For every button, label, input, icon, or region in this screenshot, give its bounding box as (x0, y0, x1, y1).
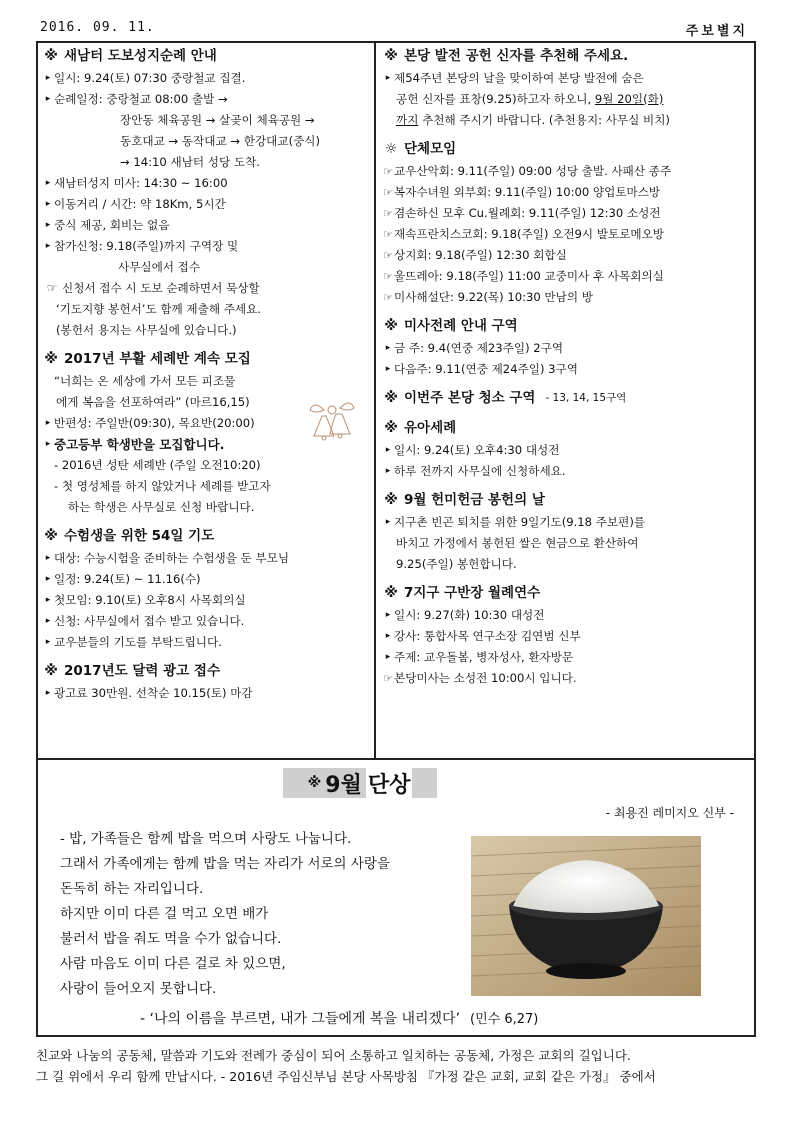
section-title: 유아세례 (404, 420, 457, 436)
section-title: 미사전례 안내 구역 (404, 318, 518, 334)
bullet-icon: ▸ (45, 439, 51, 449)
reflection-line: 그래서 가족에게는 함께 밥을 먹는 자리가 서로의 사랑을 (60, 856, 390, 872)
bullet-icon: ▸ (45, 418, 51, 428)
bullet-icon: ▸ (45, 616, 51, 626)
bullet-icon: ▸ (45, 241, 51, 251)
rice-bowl-image (471, 836, 701, 996)
info-line: 본당미사는 소성전 10:00시 입니다. (394, 671, 577, 685)
cleaning-zones: - 13, 14, 15구역 (545, 392, 627, 404)
reflection-line: 불러서 밥을 줘도 먹을 수가 없습니다. (60, 931, 282, 947)
section-title: 단체모임 (404, 141, 457, 157)
meeting-line: 미사해설단: 9.22(목) 10:30 만남의 방 (394, 290, 593, 304)
info-line: 순례일정: 중랑철교 08:00 출발 → (54, 92, 228, 106)
reference-mark-icon: ※ (44, 351, 58, 367)
section-liturgy-zone (382, 314, 754, 380)
bullet-icon: ▸ (385, 445, 391, 455)
motto-line: 그 길 위에서 우리 함께 만납시다. - 2016년 주임신부님 본당 사목방침 『가정 같은 교회, 교회 같은 가정』 중에서 (36, 1069, 656, 1084)
right-column (382, 44, 754, 689)
reference-mark-icon: ※ (44, 48, 58, 64)
bullet-icon: ▸ (385, 631, 391, 641)
pointing-hand-icon: ☞ (383, 207, 393, 220)
section-pilgrimage (42, 44, 372, 341)
info-line: → 14:10 새남터 성당 도착. (120, 155, 260, 169)
section-contributor (382, 44, 754, 131)
reflection-title-word: 단상 (366, 768, 413, 799)
bullet-icon: ▸ (45, 595, 51, 605)
section-infant-baptism (382, 416, 754, 482)
reference-mark-icon: ※ (384, 420, 398, 436)
reflection-heading (283, 768, 437, 798)
bullet-icon: ▸ (385, 610, 391, 620)
bullet-icon: ▸ (385, 343, 391, 353)
deadline-text: 까지 (396, 113, 419, 127)
section-title: 7지구 구반장 월례연수 (404, 585, 541, 601)
reflection-title-month: 9월 (325, 772, 362, 798)
pointing-hand-icon: ☞ (383, 270, 393, 283)
section-title: 새남터 도보성지순례 안내 (64, 48, 217, 64)
info-line: 하는 학생은 사무실로 신청 바랍니다. (68, 500, 255, 514)
bullet-icon: ▸ (45, 637, 51, 647)
sun-icon: ☼ (384, 141, 398, 157)
section-title: 수험생을 위한 54일 기도 (64, 528, 215, 544)
section-rice-offering (382, 488, 754, 575)
info-line: 추천해 주시기 바랍니다. (추천용지: 사무실 비치) (422, 113, 670, 127)
info-line: 중고등부 학생반을 모집합니다. (54, 437, 225, 452)
info-line: 신청서 접수 시 도보 순례하면서 묵상할 (62, 281, 260, 295)
quote-line: 에게 복음을 선포하여라” (마르16,15) (56, 395, 250, 409)
info-line: 일시: 9.24(토) 07:30 중랑철교 집결. (54, 71, 246, 85)
reference-mark-icon: ※ (44, 528, 58, 544)
footer-motto (36, 1045, 758, 1087)
section-title: 2017년도 달력 광고 접수 (64, 663, 221, 679)
info-line: 일시: 9.27(화) 10:30 대성전 (394, 608, 545, 622)
bulletin-date: 2016. 09. 11. (40, 20, 155, 35)
info-line: 장안동 체육공원 → 살곶이 체육공원 → (120, 113, 315, 127)
reference-mark-icon: ※ (384, 492, 398, 508)
bullet-icon: ▸ (45, 199, 51, 209)
info-line: 새남터성지 미사: 14:30 ~ 16:00 (54, 176, 228, 190)
bullet-icon: ▸ (45, 220, 51, 230)
reference-mark-icon: ※ (44, 663, 58, 679)
section-calendar-ad (42, 659, 372, 704)
reference-mark-icon: ※ (384, 318, 398, 334)
bullet-icon: ▸ (45, 73, 51, 83)
info-line: 바치고 가정에서 봉헌된 쌀은 현금으로 환산하여 (396, 536, 639, 550)
reflection-line: 사람 마음도 이미 다른 걸로 차 있으면, (60, 956, 286, 972)
info-line: 교우분들의 기도를 부탁드립니다. (54, 635, 222, 649)
info-line: 다음주: 9.11(연중 제24주일) 3구역 (394, 362, 578, 376)
info-line: 강사: 통합사목 연구소장 김연범 신부 (394, 629, 581, 643)
bullet-icon: ▸ (45, 94, 51, 104)
info-line: 반편성: 주일반(09:30), 목요반(20:00) (54, 416, 255, 430)
pointing-hand-icon: ☞ (46, 281, 58, 295)
section-divider (36, 758, 756, 760)
bullet-icon: ▸ (45, 688, 51, 698)
bullet-icon: ▸ (385, 517, 391, 527)
info-line: - 2016년 성탄 세례반 (주일 오전10:20) (54, 458, 261, 472)
pointing-hand-icon: ☞ (383, 249, 393, 262)
reference-mark-icon: ※ (384, 585, 398, 601)
pointing-hand-icon: ☞ (383, 165, 393, 178)
info-line: 대상: 수능시험을 준비하는 수험생을 둔 부모님 (54, 551, 290, 565)
info-line: 9.25(주일) 봉헌합니다. (396, 557, 517, 571)
info-line: ‘기도지향 봉헌서’도 함께 제출해 주세요. (56, 302, 261, 316)
section-title: 본당 발전 공헌 신자를 추천해 주세요. (404, 48, 629, 64)
info-line: (봉헌서 용지는 사무실에 있습니다.) (56, 323, 237, 337)
quote-line: “너희는 온 세상에 가서 모든 피조물 (54, 374, 236, 388)
section-leader-training (382, 581, 754, 689)
section-groups (382, 137, 754, 308)
info-line: 하루 전까지 사무실에 신청하세요. (394, 464, 566, 478)
info-line: 일시: 9.24(토) 오후4:30 대성전 (394, 443, 560, 457)
info-line: 사무실에서 접수 (118, 260, 201, 274)
meeting-line: 울뜨레아: 9.18(주일) 11:00 교중미사 후 사목회의실 (394, 269, 664, 283)
verse-reference: (민수 6,27) (470, 1012, 539, 1027)
reflection-line: 돈독히 하는 자리입니다. (60, 881, 204, 897)
info-line: - 첫 영성체를 하지 않았거나 세례를 받고자 (54, 479, 271, 493)
bullet-icon: ▸ (45, 178, 51, 188)
info-line: 공헌 신자를 표창(9.25)하고자 하오니, (396, 92, 592, 106)
info-line: 제54주년 본당의 날을 맞이하여 본당 발전에 숨은 (394, 71, 644, 85)
pointing-hand-icon: ☞ (383, 291, 393, 304)
meeting-line: 상지회: 9.18(주일) 12:30 회합실 (394, 248, 567, 262)
bullet-icon: ▸ (45, 553, 51, 563)
bullet-icon: ▸ (385, 466, 391, 476)
meeting-line: 겸손하신 모후 Cu.월례회: 9.11(주일) 12:30 소성전 (394, 206, 661, 220)
info-line: 중식 제공, 회비는 없음 (54, 218, 170, 232)
info-line: 일정: 9.24(토) ~ 11.16(수) (54, 572, 201, 586)
section-exam-prayer (42, 524, 372, 653)
motto-line: 친교와 나눔의 공동체, 말씀과 기도와 전례가 중심이 되어 소통하고 일치하는 공동체, 가정은 교회의 길입니다. (36, 1048, 631, 1063)
reference-mark-icon: ※ (307, 775, 322, 791)
meeting-line: 재속프란치스코회: 9.18(주일) 오전9시 발토로메오방 (394, 227, 664, 241)
reference-mark-icon: ※ (384, 390, 398, 406)
info-line: 신청: 사무실에서 접수 받고 있습니다. (54, 614, 245, 628)
left-column (42, 44, 372, 704)
page-header (36, 18, 756, 40)
bullet-icon: ▸ (385, 364, 391, 374)
info-line: 이동거리 / 시간: 약 18Km, 5시간 (54, 197, 226, 211)
info-line: 주제: 교우돌봄, 병자성사, 환자방문 (394, 650, 574, 664)
meeting-line: 복자수녀원 외부회: 9.11(주일) 10:00 양업토마스방 (394, 185, 661, 199)
pointing-hand-icon: ☞ (383, 186, 393, 199)
info-line: 첫모임: 9.10(토) 오후8시 사목회의실 (54, 593, 246, 607)
bulletin-title: 주보별지 (685, 24, 748, 39)
meeting-line: 교우산악회: 9.11(주일) 09:00 성당 출발. 사패산 종주 (394, 164, 672, 178)
section-title: 2017년 부활 세례반 계속 모집 (64, 351, 251, 367)
bullet-icon: ▸ (45, 574, 51, 584)
info-line: 금 주: 9.4(연중 제23주일) 2구역 (394, 341, 564, 355)
info-line: 지구촌 빈곤 퇴치를 위한 9일기도(9.18 주보편)를 (394, 515, 646, 529)
deadline-text: 9월 20일(화) (594, 92, 664, 106)
reflection-author: - 최용진 레미지오 신부 - (605, 806, 734, 820)
section-cleaning (382, 386, 754, 410)
verse-text: - ‘나의 이름을 부르면, 내가 그들에게 복을 내리겠다’ (140, 1011, 461, 1027)
reflection-line: 사랑이 들어오지 못합니다. (60, 981, 217, 997)
bullet-icon: ▸ (385, 73, 391, 83)
bullet-icon: ▸ (385, 652, 391, 662)
info-line: 동호대교 → 동작대교 → 한강대교(중식) (120, 134, 321, 148)
bells-illustration (304, 396, 360, 446)
info-line: 광고료 30만원. 선착순 10.15(토) 마감 (54, 686, 253, 700)
reflection-body (60, 827, 480, 1002)
pointing-hand-icon: ☞ (383, 672, 393, 685)
reflection-line: 하지만 이미 다른 걸 먹고 오면 배가 (60, 906, 269, 922)
section-title: 9월 헌미헌금 봉헌의 날 (404, 492, 545, 508)
scripture-verse (140, 1008, 538, 1028)
reflection-line: - 밥, 가족들은 함께 밥을 먹으며 사랑도 나눕니다. (60, 831, 352, 847)
pointing-hand-icon: ☞ (383, 228, 393, 241)
reference-mark-icon: ※ (384, 48, 398, 64)
column-divider (374, 41, 376, 759)
info-line: 참가신청: 9.18(주일)까지 구역장 및 (54, 239, 239, 253)
section-title: 이번주 본당 청소 구역 (404, 390, 536, 406)
